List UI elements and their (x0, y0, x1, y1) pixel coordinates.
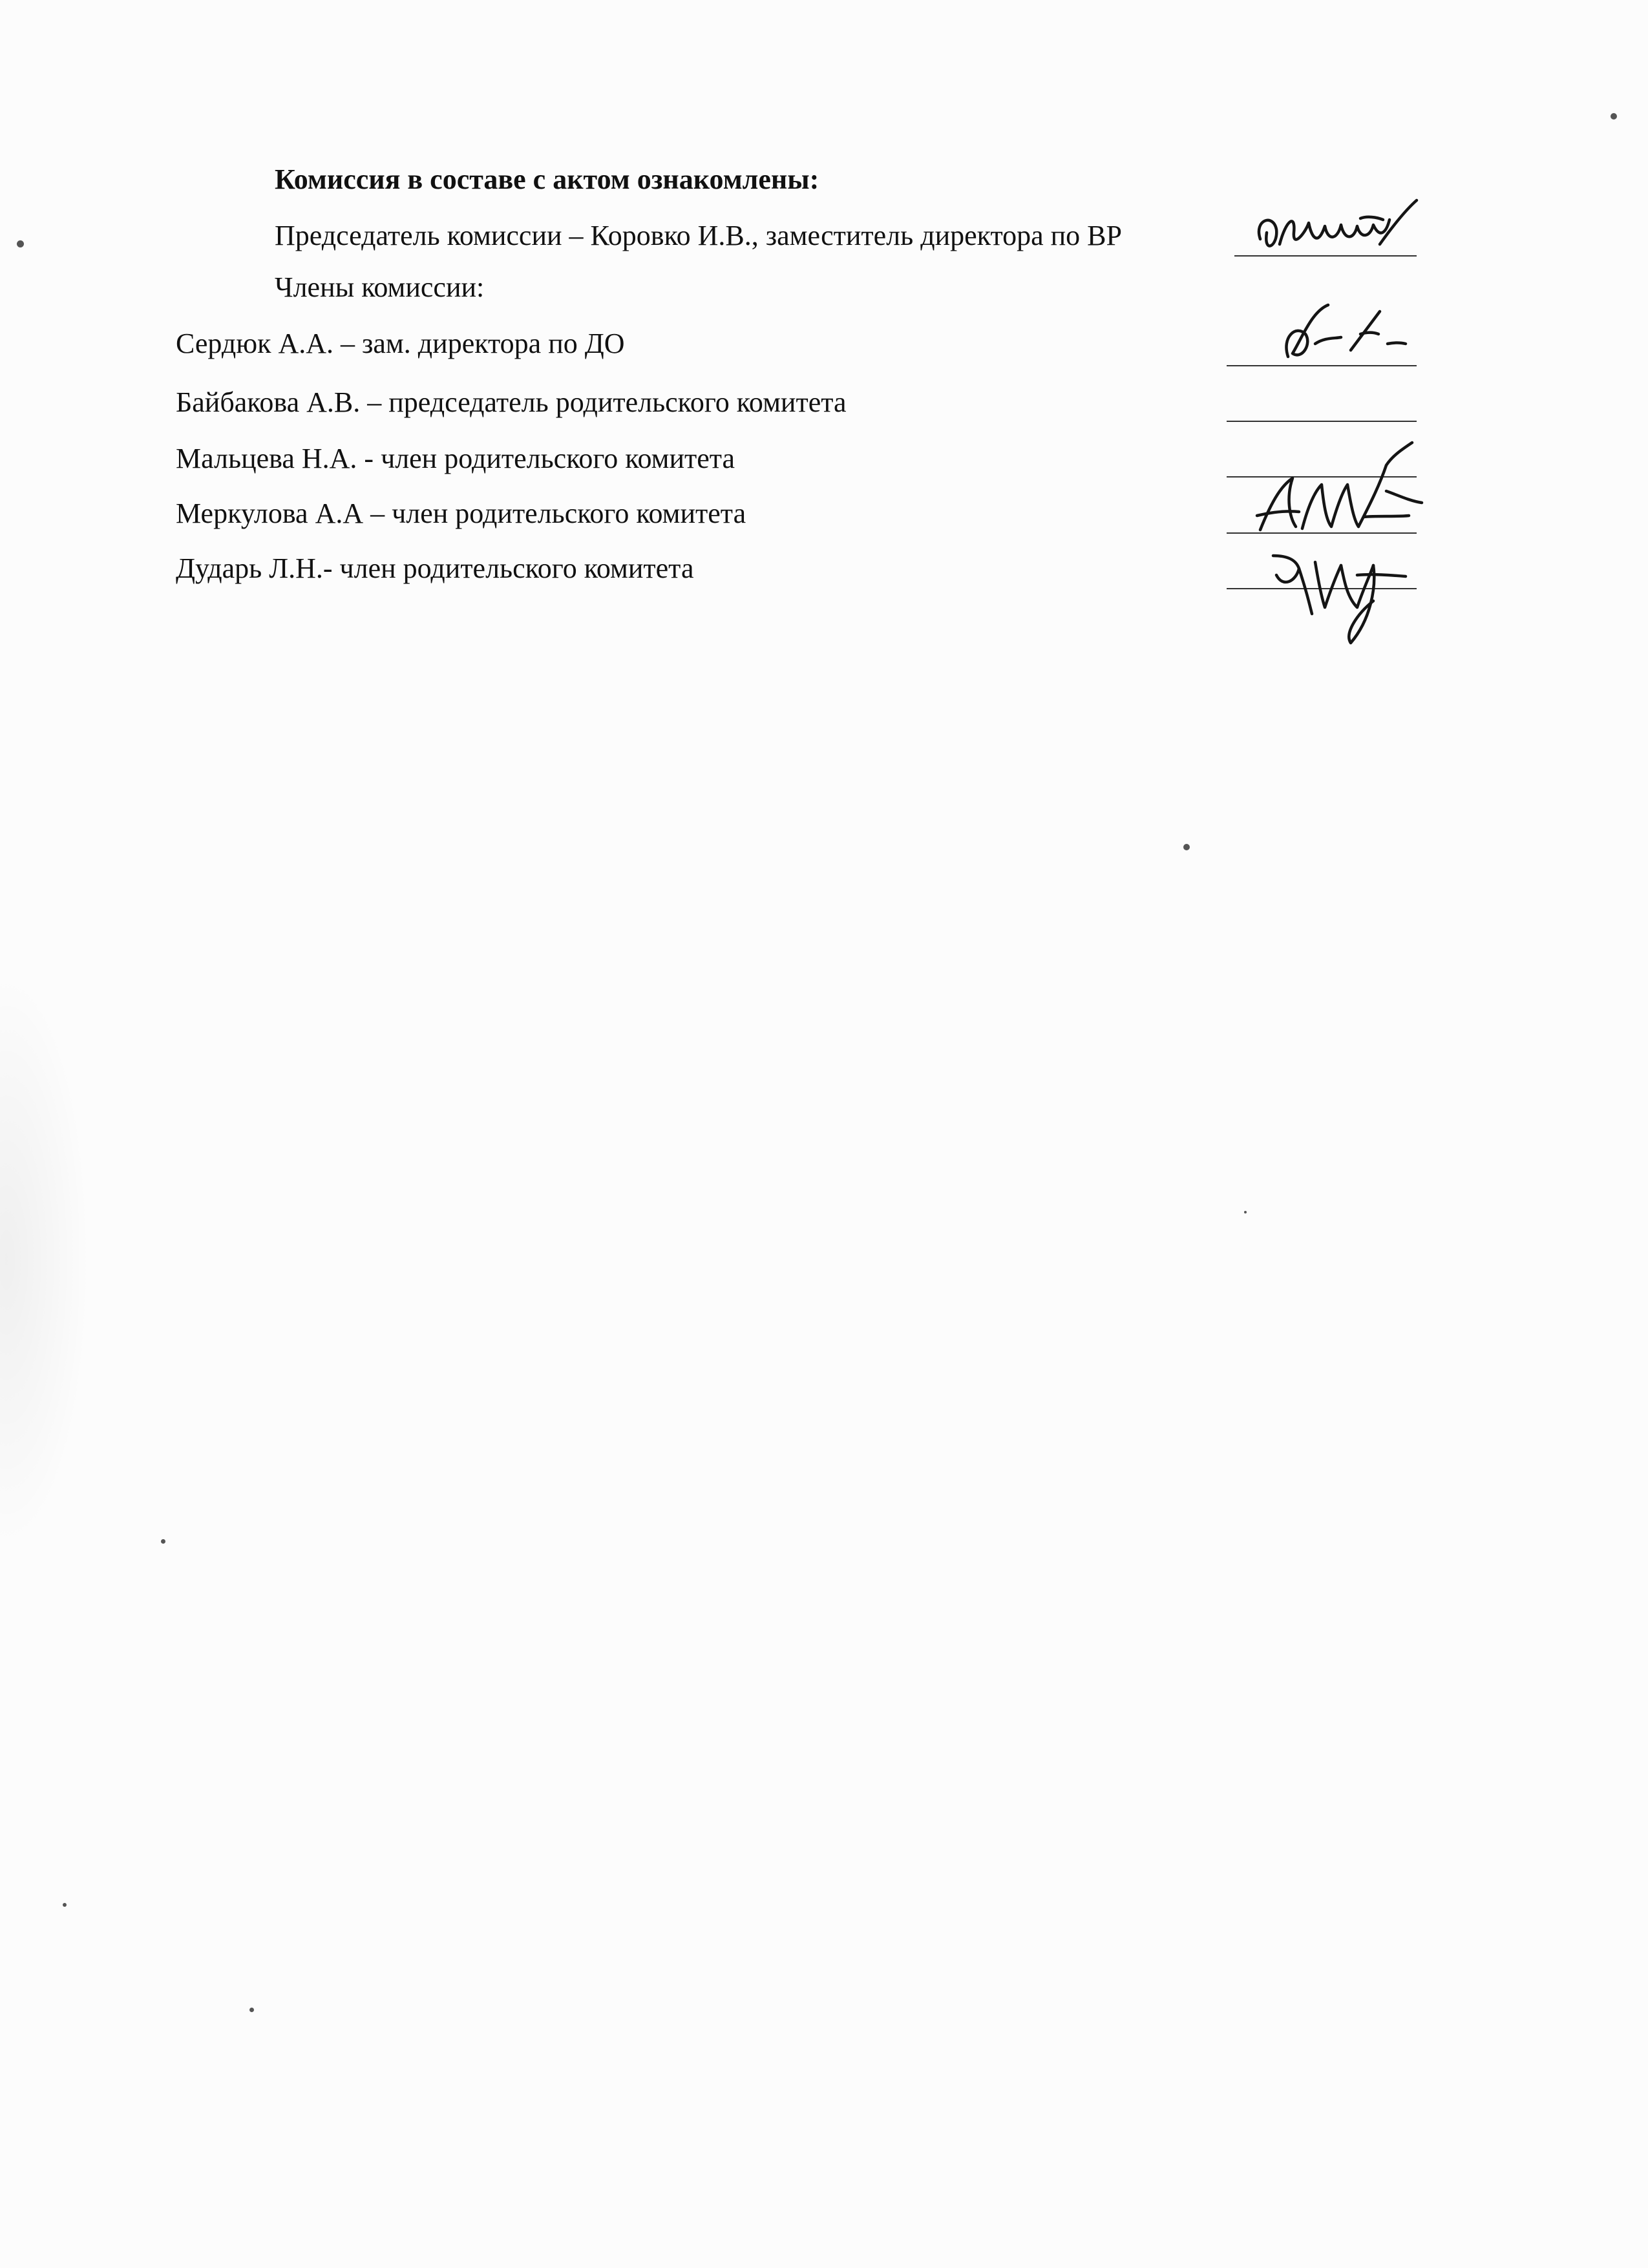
scan-speck (63, 1903, 67, 1907)
member-line-3: Мальцева Н.А. - член родительского комитета (176, 443, 735, 474)
member-line-2: Байбакова А.В. – председатель родительского комитета (176, 386, 847, 418)
chairman-line: Председатель комиссии – Коровко И.В., заместитель директора по ВР (275, 220, 1122, 251)
scan-speck (1244, 1211, 1247, 1213)
member-5-signature (1260, 536, 1435, 653)
member-2-signature-line (1227, 421, 1417, 422)
scan-speck (1183, 844, 1190, 850)
act-heading: Комиссия в составе с актом ознакомлены: (275, 163, 819, 195)
member-line-4: Меркулова А.А – член родительского комитета (176, 498, 746, 529)
scan-speck (249, 2008, 254, 2012)
member-1-signature (1276, 299, 1425, 370)
member-line-1: Сердюк А.А. – зам. директора по ДО (176, 328, 625, 359)
member-3-4-signature (1247, 439, 1454, 543)
scan-shadow-left (0, 969, 90, 1551)
scan-speck (161, 1539, 165, 1544)
members-title: Члены комиссии: (275, 271, 485, 303)
scan-speck (1611, 113, 1617, 120)
member-line-5: Дударь Л.Н.- член родительского комитета (176, 552, 694, 584)
chairman-signature (1247, 194, 1441, 265)
scan-speck (17, 240, 24, 247)
